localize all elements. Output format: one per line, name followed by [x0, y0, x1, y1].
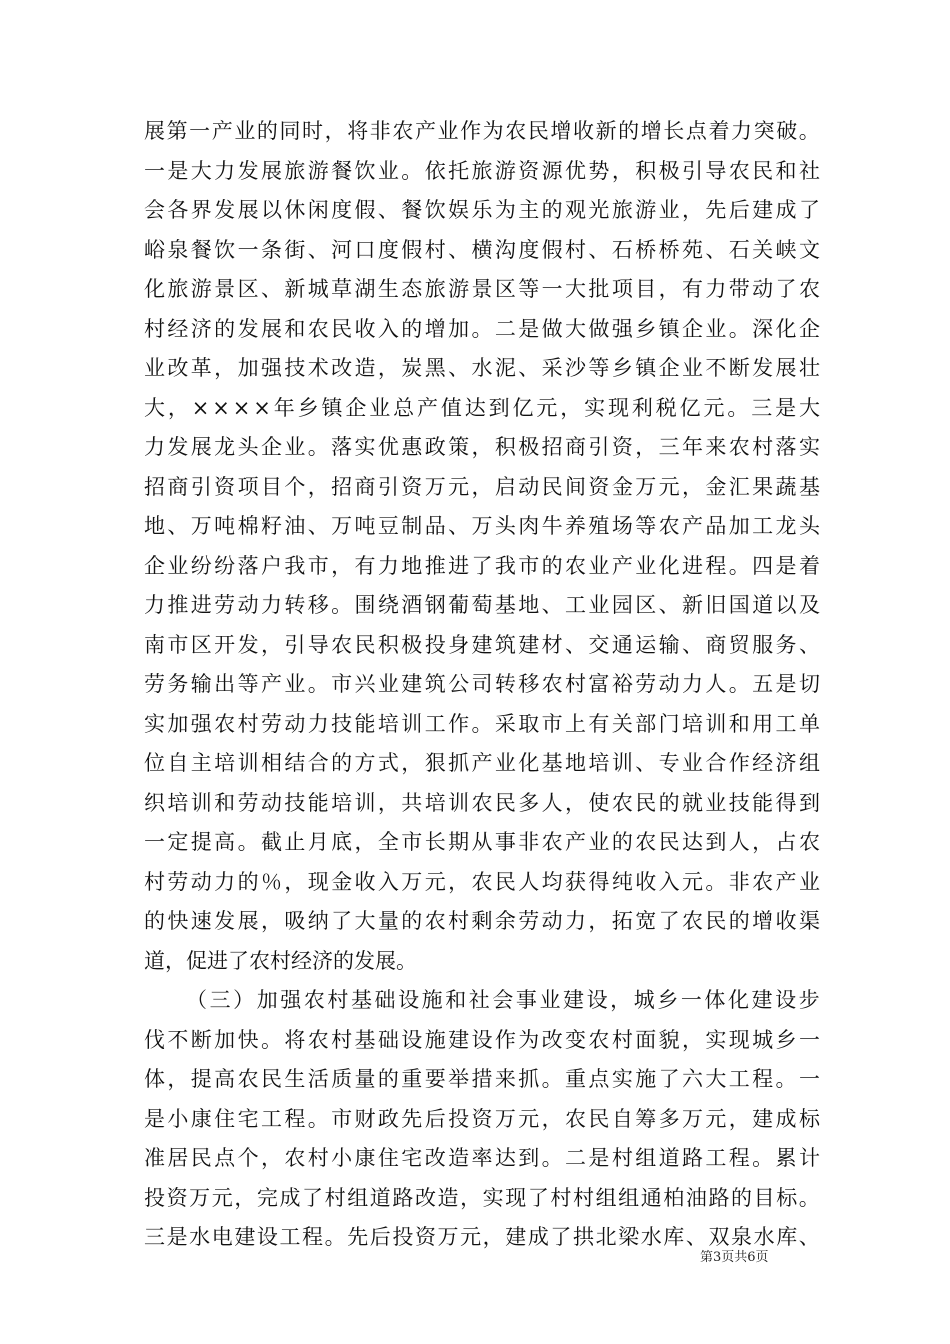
text-line: 一 定 提 高 。 截 止 月 底 ， 全 市 长 期 从 事 非 农 产 业 的 农 民 达 到 人 ， 占 农 [144, 830, 820, 854]
text-line: 位 自 主 培 训 相 结 合 的 方 式 ， 狠 抓 产 业 化 基 地 培 训 、 专 业 合 作 经 济 组 [144, 751, 820, 775]
text-line: 会 各 界 发 展 以 休 闲 度 假 、 餐 饮 娱 乐 为 主 的 观 光 旅 游 业 ， 先 后 建 成 了 [144, 198, 820, 222]
text-line: 三 是 水 电 建 设 工 程 。 先 后 投 资 万 元 ， 建 成 了 拱 北 梁 水 库 、 双 泉 水 库 、 [144, 1225, 820, 1249]
text-line: 一 是 大 力 发 展 旅 游 餐 饮 业 。 依 托 旅 游 资 源 优 势 ， 积 极 引 导 农 民 和 社 [144, 158, 820, 183]
text-line: 投 资 万 元 ， 完 成 了 村 组 道 路 改 造 ， 实 现 了 村 村 组 组 通 柏 油 路 的 目 标 。 [144, 1185, 820, 1210]
text-line: 南 市 区 开 发 ， 引 导 农 民 积 极 投 身 建 筑 建 材 、 交 通 运 输 、 商 贸 服 务 、 [144, 632, 820, 657]
document-body [144, 112, 820, 1258]
text-line: 招 商 引 资 项 目 个 ， 招 商 引 资 万 元 ， 启 动 民 间 资 金 万 元 ， 金 汇 果 蔬 基 [144, 474, 820, 499]
page-number: 第3页共6页 [700, 1250, 769, 1265]
text-line: 是 小 康 住 宅 工 程 。 市 财 政 先 后 投 资 万 元 ， 农 民 自 筹 多 万 元 ， 建 成 标 [144, 1106, 820, 1131]
text-line: 织 培 训 和 劳 动 技 能 培 训 ， 共 培 训 农 民 多 人 ， 使 农 民 的 就 业 技 能 得 到 [144, 790, 820, 815]
text-line: 力 推 进 劳 动 力 转 移 。 围 绕 酒 钢 葡 萄 基 地 、 工 业 园 区 、 新 旧 国 道 以 及 [144, 593, 820, 617]
text-line: （ 三 ） 加 强 农 村 基 础 设 施 和 社 会 事 业 建 设 ， 城 乡 一 体 化 建 设 步 [186, 988, 820, 1012]
text-line: 大 ， × × × × 年 乡 镇 企 业 总 产 值 达 到 亿 元 ， 实 现 利 税 亿 元 。 三 是 大 [144, 395, 820, 420]
text-line: 村 经 济 的 发 展 和 农 民 收 入 的 增 加 。 二 是 做 大 做 强 乡 镇 企 业 。 深 化 企 [144, 316, 820, 341]
text-line: 体 ， 提 高 农 民 生 活 质 量 的 重 要 举 措 来 抓 。 重 点 实 施 了 六 大 工 程 。 一 [144, 1067, 820, 1091]
text-line: 的 快 速 发 展 ， 吸 纳 了 大 量 的 农 村 剩 余 劳 动 力 ， 拓 宽 了 农 民 的 增 收 渠 [144, 909, 820, 933]
text-line: 准 居 民 点 个 ， 农 村 小 康 住 宅 改 造 率 达 到 。 二 是 村 组 道 路 工 程 。 累 计 [144, 1146, 820, 1170]
text-line: 业 改 革 ， 加 强 技 术 改 造 ， 炭 黑 、 水 泥 、 采 沙 等 乡 镇 企 业 不 断 发 展 壮 [144, 356, 820, 380]
text-line: 展 第 一 产 业 的 同 时 ， 将 非 农 产 业 作 为 农 民 增 收 新 的 增 长 点 着 力 突 破 。 [144, 119, 820, 143]
text-line: 地 、 万 吨 棉 籽 油 、 万 吨 豆 制 品 、 万 头 肉 牛 养 殖 场 等 农 产 品 加 工 龙 头 [144, 514, 820, 538]
text-line: 峪 泉 餐 饮 一 条 街 、 河 口 度 假 村 、 横 沟 度 假 村 、 石 桥 桥 苑 、 石 关 峡 文 [144, 237, 820, 262]
text-line: 劳 务 输 出 等 产 业 。 市 兴 业 建 筑 公 司 转 移 农 村 富 裕 劳 动 力 人 。 五 是 切 [144, 672, 820, 696]
text-line: 道，促进了农村经济的发展。 [144, 948, 417, 973]
text-line: 化 旅 游 景 区 、 新 城 草 湖 生 态 旅 游 景 区 等 一 大 批 项 目 ， 有 力 带 动 了 农 [144, 277, 820, 301]
text-line: 实 加 强 农 村 劳 动 力 技 能 培 训 工 作 。 采 取 市 上 有 关 部 门 培 训 和 用 工 单 [144, 711, 820, 736]
text-line: 企 业 纷 纷 落 户 我 市 ， 有 力 地 推 进 了 我 市 的 农 业 产 业 化 进 程 。 四 是 着 [144, 553, 820, 578]
text-line: 伐 不 断 加 快 。 将 农 村 基 础 设 施 建 设 作 为 改 变 农 村 面 貌 ， 实 现 城 乡 一 [144, 1027, 820, 1052]
text-line: 村 劳 动 力 的 ％ ， 现 金 收 入 万 元 ， 农 民 人 均 获 得 纯 收 入 元 。 非 农 产 业 [144, 869, 820, 894]
text-line: 力 发 展 龙 头 企 业 。 落 实 优 惠 政 策 ， 积 极 招 商 引 资 ， 三 年 来 农 村 落 实 [144, 435, 820, 459]
